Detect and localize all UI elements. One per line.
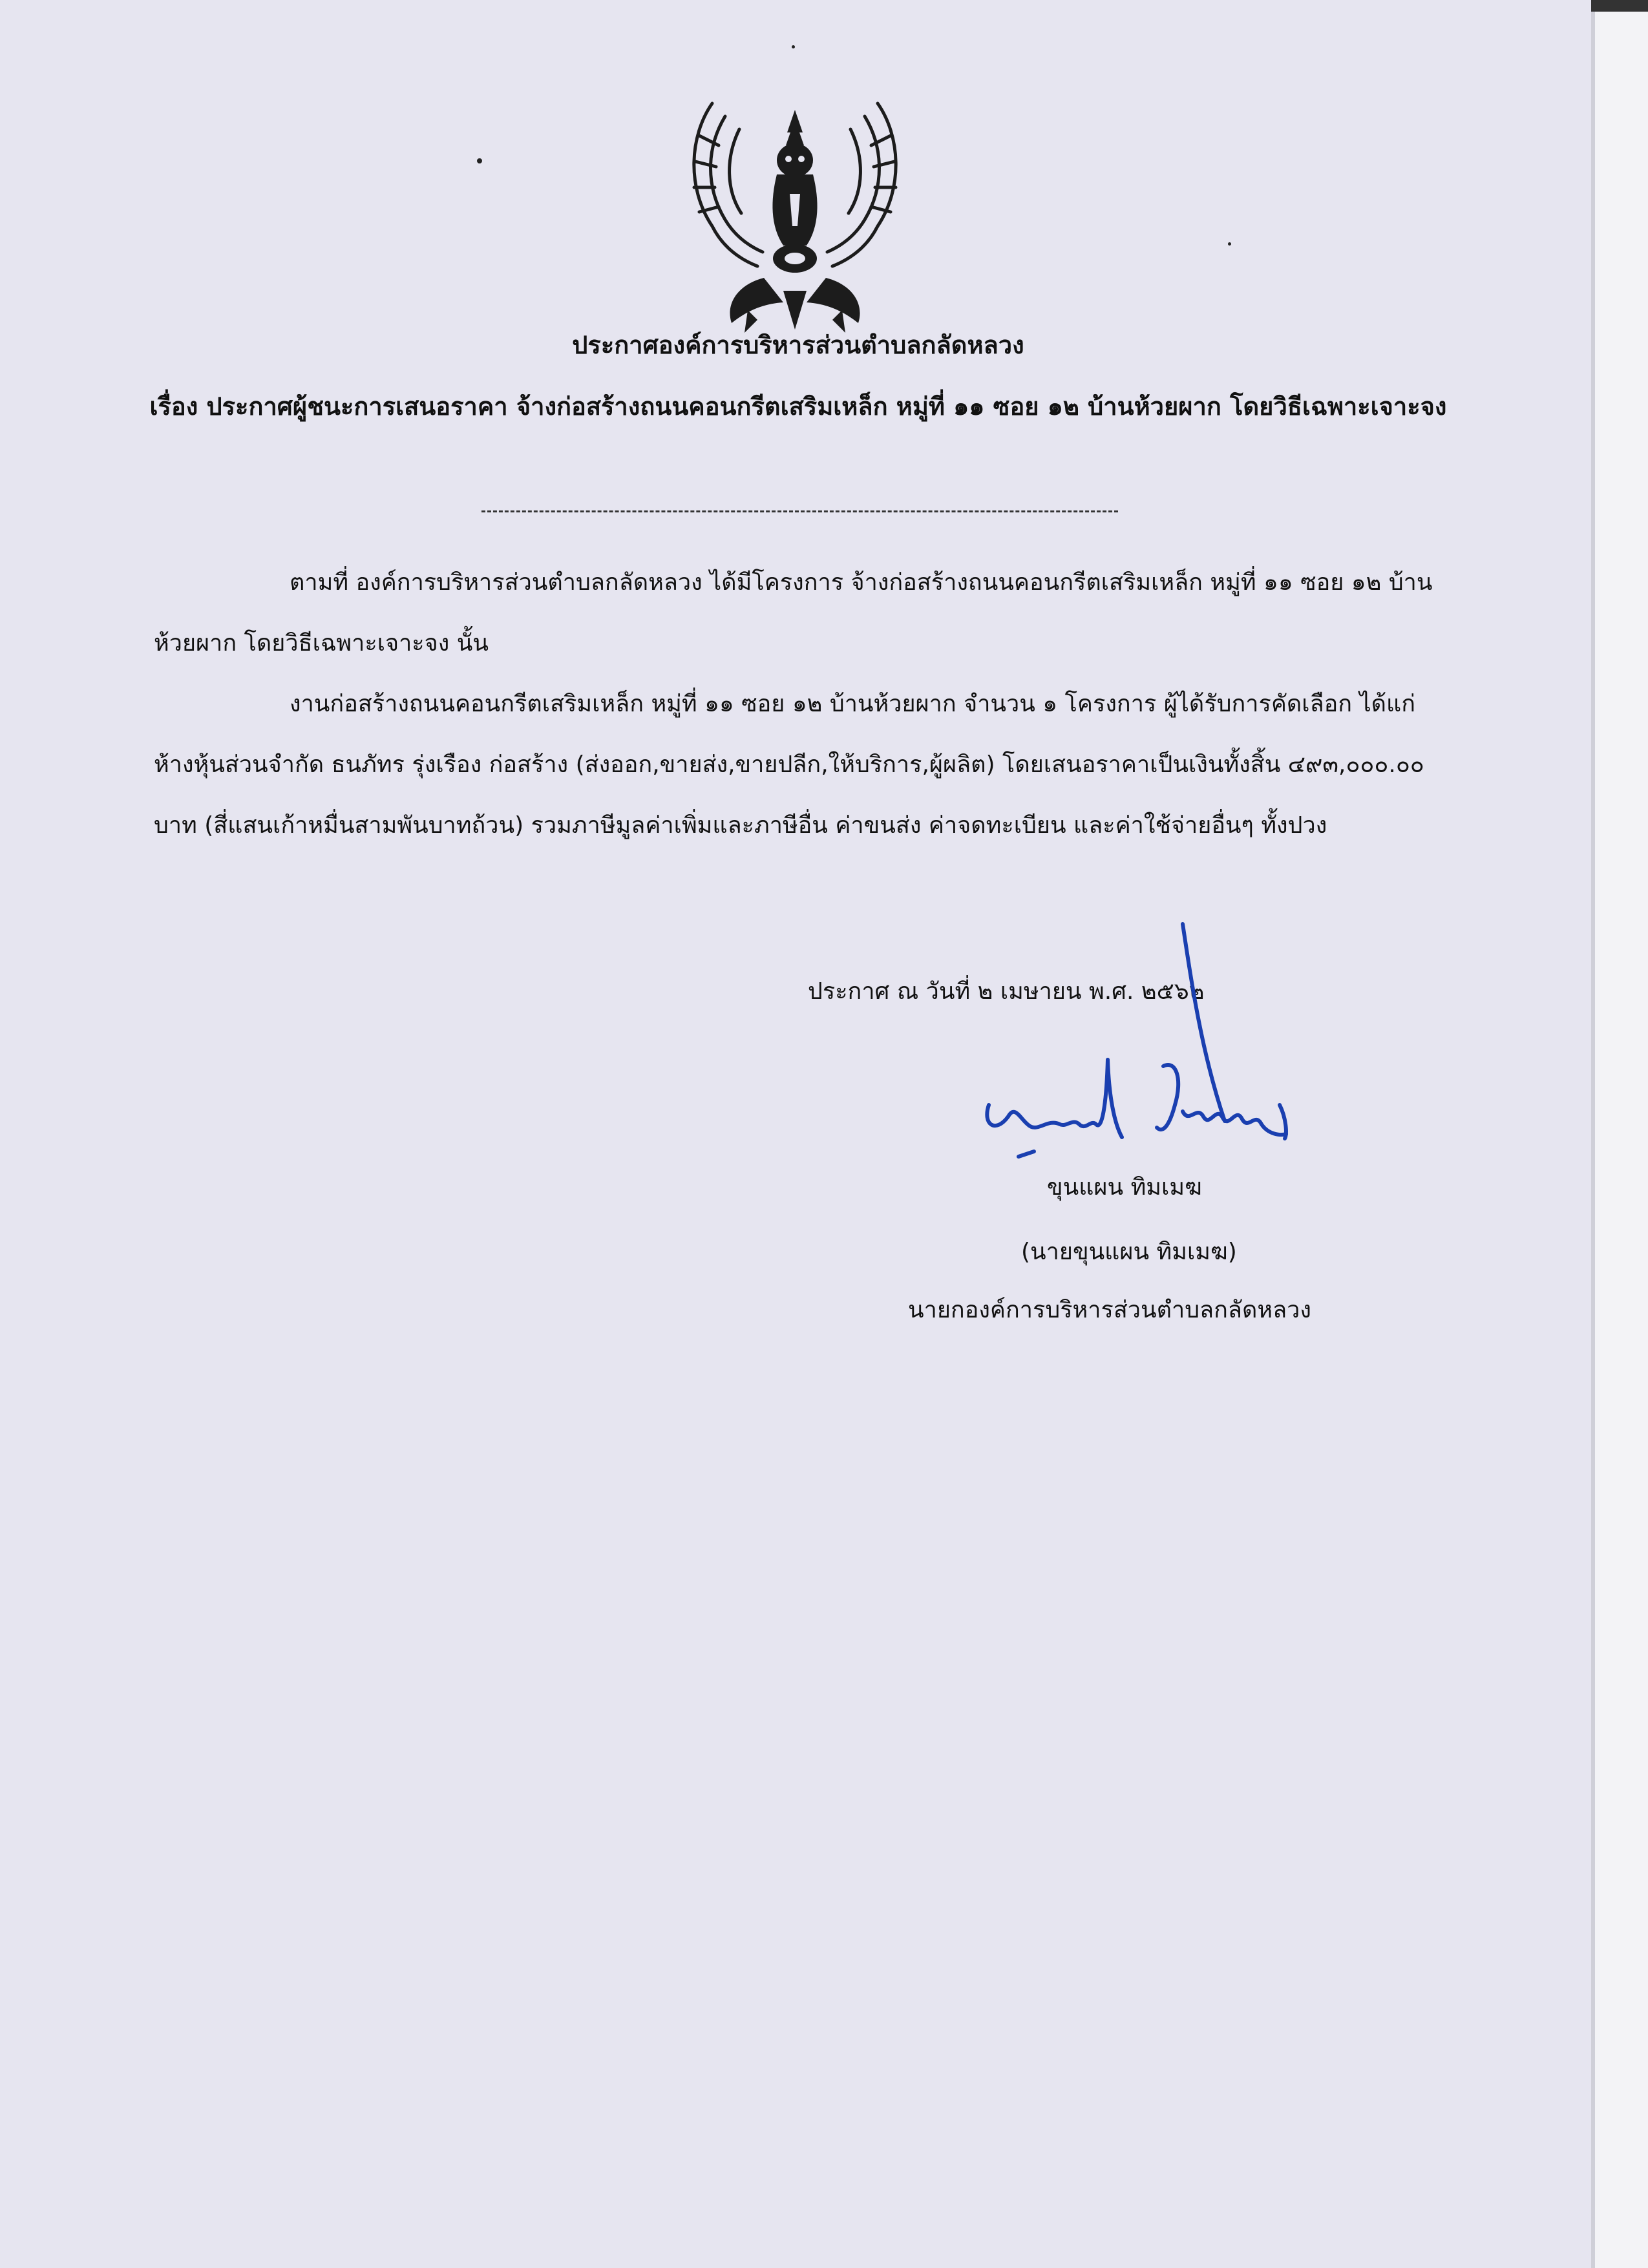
scan-edge — [1591, 0, 1648, 2268]
scan-edge-dark-corner — [1591, 0, 1648, 12]
scan-speck — [477, 158, 482, 163]
document-subject: เรื่อง ประกาศผู้ชนะการเสนอราคา จ้างก่อสร้างถนนคอนกรีตเสริมเหล็ก หมู่ที่ ๑๑ ซอย ๑๒ บ้านห้วยผาก โดยวิธีเฉพาะเจาะจง — [149, 392, 1447, 421]
announcement-date: ประกาศ ณ วันที่ ๒ เมษายน พ.ศ. ๒๕๖๒ — [808, 978, 1205, 1005]
scan-edge-shadow — [1591, 0, 1595, 2268]
signatory-position: นายกองค์การบริหารส่วนตำบลกลัดหลวง — [908, 1297, 1311, 1323]
signatory-full-name: (นายขุนแผน ทิมเมฆ) — [1021, 1239, 1237, 1265]
header-divider — [481, 510, 1118, 512]
signatory-short-name: ขุนแผน ทิมเมฆ — [1047, 1174, 1202, 1201]
scan-speck — [792, 45, 795, 48]
document-header — [139, 326, 1457, 436]
document-body — [154, 552, 1453, 856]
handwritten-signature-icon — [969, 911, 1305, 1182]
document-title: ประกาศองค์การบริหารส่วนตำบลกลัดหลวง — [572, 331, 1024, 359]
body-paragraph-2: งานก่อสร้างถนนคอนกรีตเสริมเหล็ก หมู่ที่ ๑๑ ซอย ๑๒ บ้านห้วยผาก จำนวน ๑ โครงการ ผู้ได้รับการคัดเลือก ได้แก่ ห้างหุ้นส่วนจำกัด ธนภัทร รุ่งเรือง ก่อสร้าง (ส่งออก,ขายส่ง,ขายปลีก,ให้บริการ,ผู้ผลิต) โดยเสนอราคาเป็นเงินทั้งสิ้น ๔๙๓,๐๐๐.๐๐ บาท (สี่แสนเก้าหมื่นสามพันบาทถ้วน) รวมภาษีมูลค่าเพิ่มและภาษีอื่น ค่าขนส่ง ค่าจดทะเบียน และค่าใช้จ่ายอื่นๆ ทั้งปวง — [154, 691, 1424, 839]
body-paragraph-1: ตามที่ องค์การบริหารส่วนตำบลกลัดหลวง ได้มีโครงการ จ้างก่อสร้างถนนคอนกรีตเสริมเหล็ก หมู่ที่ ๑๑ ซอย ๑๒ บ้านห้วยผาก โดยวิธีเฉพาะเจาะจง นั้น — [154, 569, 1433, 656]
garuda-emblem-icon — [686, 97, 903, 336]
scan-speck — [1228, 242, 1231, 246]
